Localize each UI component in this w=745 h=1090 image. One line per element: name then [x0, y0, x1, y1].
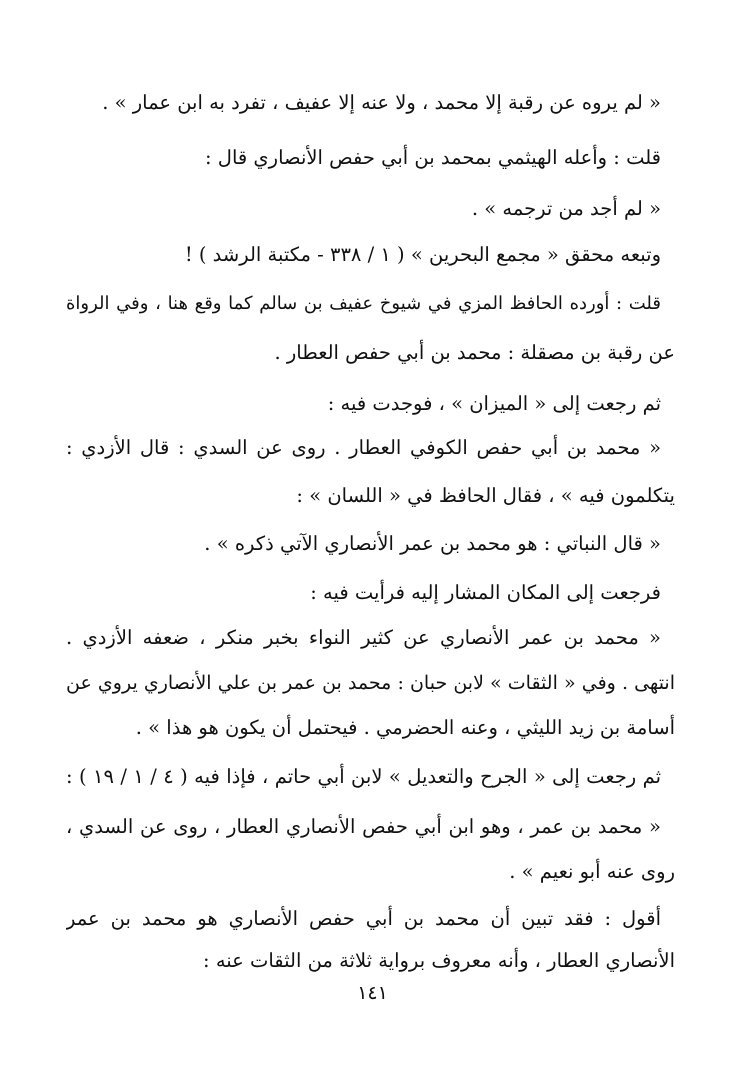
text-line-6: عن رقبة بن مصقلة : محمد بن أبي حفص العطار . — [274, 341, 675, 364]
text-line-11: فرجعت إلى المكان المشار إليه فرأيت فيه : — [310, 581, 661, 604]
text-line-5: قلت : أورده الحافظ المزي في شيوخ عفيف بن سالم كما وقع هنا ، وفي الرواة — [66, 293, 661, 314]
text-line-1: « لم يروه عن رقبة إلا محمد ، ولا عنه إلا عفيف ، تفرد به ابن عمار » . — [102, 91, 661, 114]
text-line-12: « محمد بن عمر الأنصاري عن كثير النواء بخبر منكر ، ضعفه الأزدي . — [66, 626, 661, 649]
text-line-2: قلت : وأعله الهيثمي بمحمد بن أبي حفص الأنصاري قال : — [205, 146, 661, 169]
text-line-15: ثم رجعت إلى « الجرح والتعديل » لابن أبي حاتم ، فإذا فيه ( ٤ / ١ / ١٩ ) : — [66, 765, 661, 788]
text-line-13: انتهى . وفي « الثقات » لابن حبان : محمد بن عمر بن علي الأنصاري يروي عن — [66, 672, 675, 694]
text-line-17: روى عنه أبو نعيم » . — [509, 860, 675, 883]
page-number: ١٤١ — [357, 982, 388, 1004]
text-line-3: « لم أجد من ترجمه » . — [471, 197, 661, 220]
text-line-8: « محمد بن أبي حفص الكوفي العطار . روى عن السدي : قال الأزدي : — [66, 436, 661, 459]
text-line-7: ثم رجعت إلى « الميزان » ، فوجدت فيه : — [327, 392, 661, 415]
text-line-14: أسامة بن زيد الليثي ، وعنه الحضرمي . فيحتمل أن يكون هو هذا » . — [135, 716, 675, 739]
text-line-19: الأنصاري العطار ، وأنه معروف برواية ثلاثة من الثقات عنه : — [203, 949, 675, 972]
text-line-4: وتبعه محقق « مجمع البحرين » ( ١ / ٣٣٨ - مكتبة الرشد ) ! — [184, 243, 661, 266]
text-line-18: أقول : فقد تبين أن محمد بن أبي حفص الأنصاري هو محمد بن عمر — [66, 907, 661, 930]
text-line-16: « محمد بن عمر ، وهو ابن أبي حفص الأنصاري العطار ، روى عن السدي ، — [66, 815, 661, 838]
text-line-9: يتكلمون فيه » ، فقال الحافظ في « اللسان » : — [296, 484, 675, 507]
text-line-10: « قال النباتي : هو محمد بن عمر الأنصاري الآتي ذكره » . — [204, 532, 661, 555]
